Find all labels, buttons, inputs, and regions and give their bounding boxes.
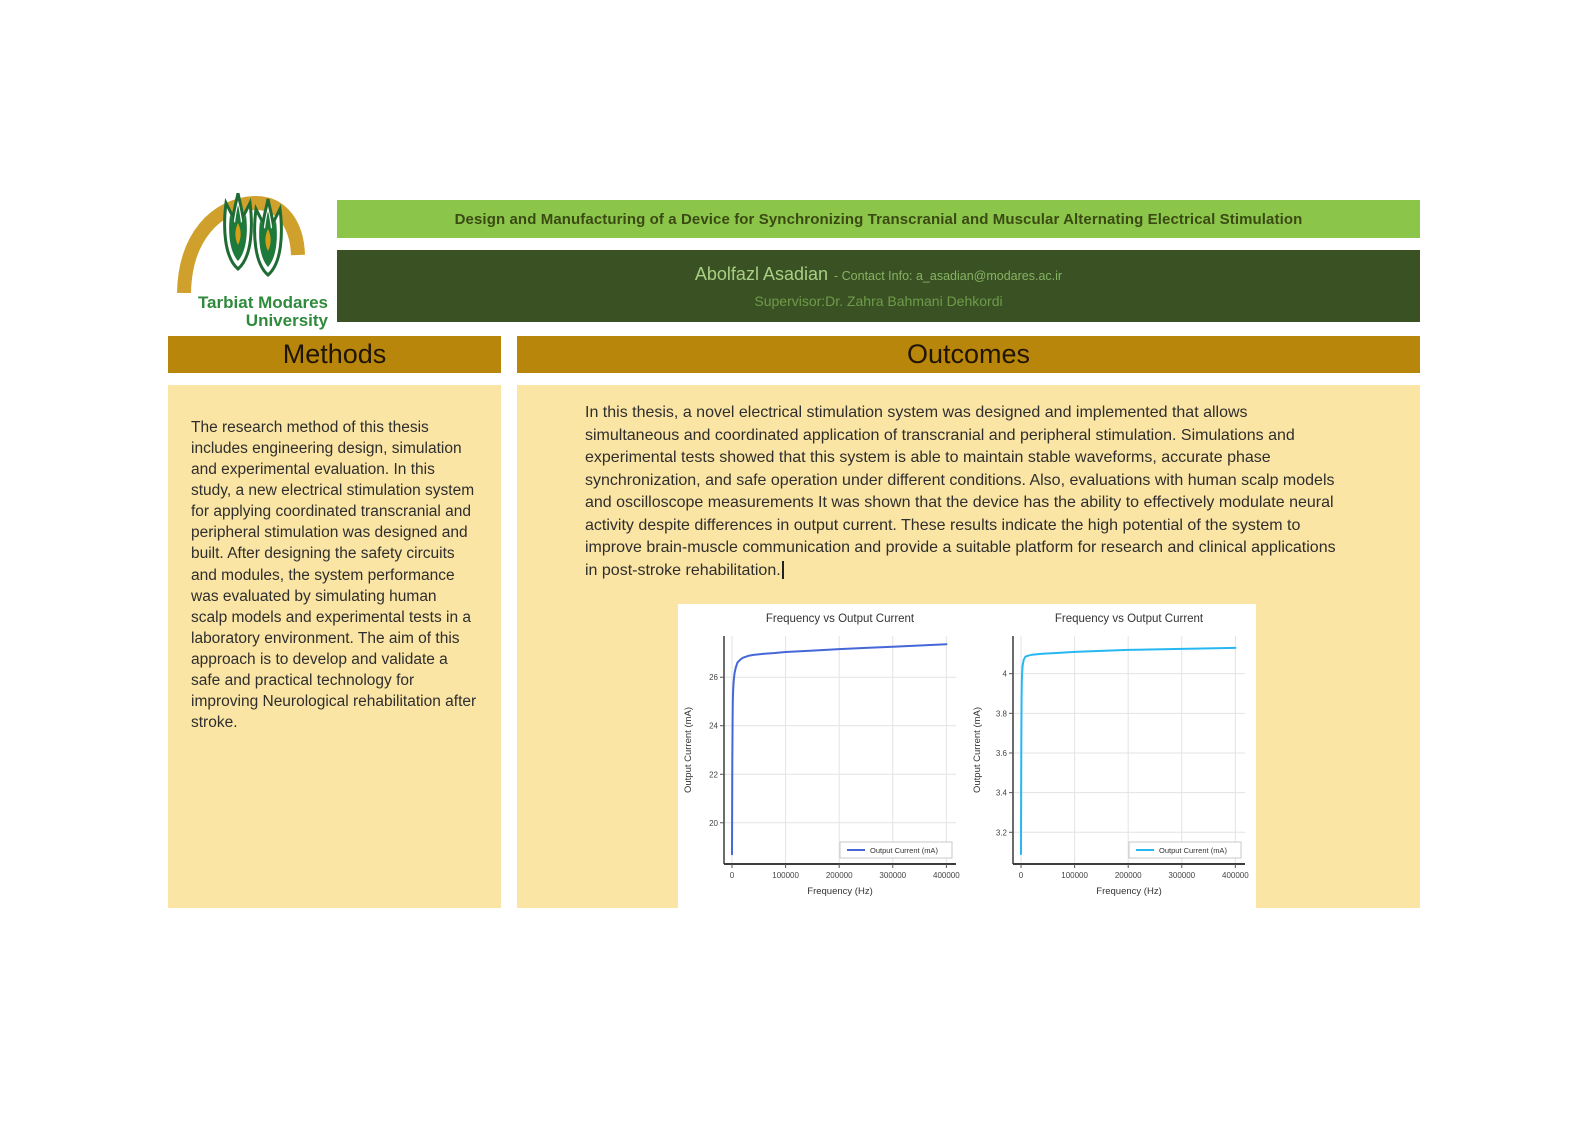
university-name-line1: Tarbiat Modares <box>197 293 328 312</box>
svg-text:400000: 400000 <box>1222 871 1249 880</box>
svg-text:100000: 100000 <box>772 871 799 880</box>
university-logo-emblem <box>168 193 333 293</box>
author-bar <box>337 250 1420 322</box>
svg-text:3.2: 3.2 <box>995 828 1007 838</box>
university-name <box>168 294 328 330</box>
university-name-line2: University <box>245 310 328 330</box>
methods-header <box>168 336 501 373</box>
svg-text:24: 24 <box>709 721 718 731</box>
methods-panel[interactable] <box>168 385 501 908</box>
svg-text:200000: 200000 <box>825 871 853 880</box>
outcomes-body-text[interactable]: In this thesis, a novel electrical stimulation system was designed and implemented that allows simultaneous and coordinated application of transcranial and peripheral stimulation. Simulations and experimental tests showed that this system is able to maintain stable waveforms, accurate phase synchronization, and safe operation under different conditions. Also, evaluations with human scalp models and oscilloscope measurements It was shown that the device has the ability to effectively modulate neural activity despite differences in output current. These results indicate the high potential of the system to improve brain-muscle communication and provide a suitable platform for research and clinical applications in post-stroke rehabilitation. <box>585 404 1336 579</box>
svg-text:26: 26 <box>709 673 718 683</box>
svg-text:Frequency (Hz): Frequency (Hz) <box>1096 886 1162 897</box>
svg-text:Output Current (mA): Output Current (mA) <box>870 846 938 855</box>
svg-text:3.8: 3.8 <box>995 709 1007 719</box>
university-logo <box>168 193 333 333</box>
svg-text:3.6: 3.6 <box>995 748 1007 758</box>
svg-text:0: 0 <box>729 871 735 880</box>
svg-text:300000: 300000 <box>879 871 907 880</box>
author-contact: - Contact Info: a_asadian@modares.ac.ir <box>834 268 1063 283</box>
svg-text:100000: 100000 <box>1061 871 1088 880</box>
svg-text:3.4: 3.4 <box>995 788 1007 798</box>
svg-text:300000: 300000 <box>1168 871 1196 880</box>
svg-text:Frequency vs Output Current: Frequency vs Output Current <box>1054 613 1204 625</box>
outcomes-heading: Outcomes <box>906 339 1031 369</box>
svg-text:400000: 400000 <box>933 871 960 880</box>
frequency-vs-output-current-chart-2 <box>967 604 1256 922</box>
svg-text:0: 0 <box>1018 871 1024 880</box>
svg-text:22: 22 <box>709 770 718 780</box>
outcomes-header <box>517 336 1420 373</box>
poster-title: Design and Manufacturing of a Device for Synchronizing Transcranial and Muscular Alternating Electrical Stimulation <box>454 210 1303 228</box>
svg-text:Output Current (mA): Output Current (mA) <box>1159 846 1227 855</box>
charts-container <box>678 604 1256 922</box>
svg-text:Frequency (Hz): Frequency (Hz) <box>807 886 873 897</box>
svg-text:Output Current (mA): Output Current (mA) <box>972 706 983 794</box>
supervisor-line: Supervisor:Dr. Zahra Bahmani Dehkordi <box>754 292 1003 309</box>
methods-body-text[interactable]: The research method of this thesis includes engineering design, simulation and experimental evaluation. In this study, a new electrical stimulation system for applying coordinated transcranial and peripheral stimulation was designed and built. After designing the safety circuits and modules, the system performance was evaluated by simulating human scalp models and experimental tests in a laboratory environment. The aim of this approach is to develop and validate a safe and practical technology for improving Neurological rehabilitation after stroke. <box>191 419 477 732</box>
svg-text:Frequency vs Output Current: Frequency vs Output Current <box>765 613 915 625</box>
poster-title-bar <box>337 200 1420 238</box>
author-line <box>695 264 1062 285</box>
svg-text:4: 4 <box>1002 669 1007 679</box>
svg-text:20: 20 <box>709 818 718 828</box>
author-name: Abolfazl Asadian <box>694 263 828 284</box>
frequency-vs-output-current-chart-1 <box>678 604 967 922</box>
text-cursor <box>782 561 784 579</box>
methods-heading: Methods <box>282 339 387 369</box>
svg-text:Output Current (mA): Output Current (mA) <box>683 706 694 794</box>
svg-text:200000: 200000 <box>1114 871 1142 880</box>
